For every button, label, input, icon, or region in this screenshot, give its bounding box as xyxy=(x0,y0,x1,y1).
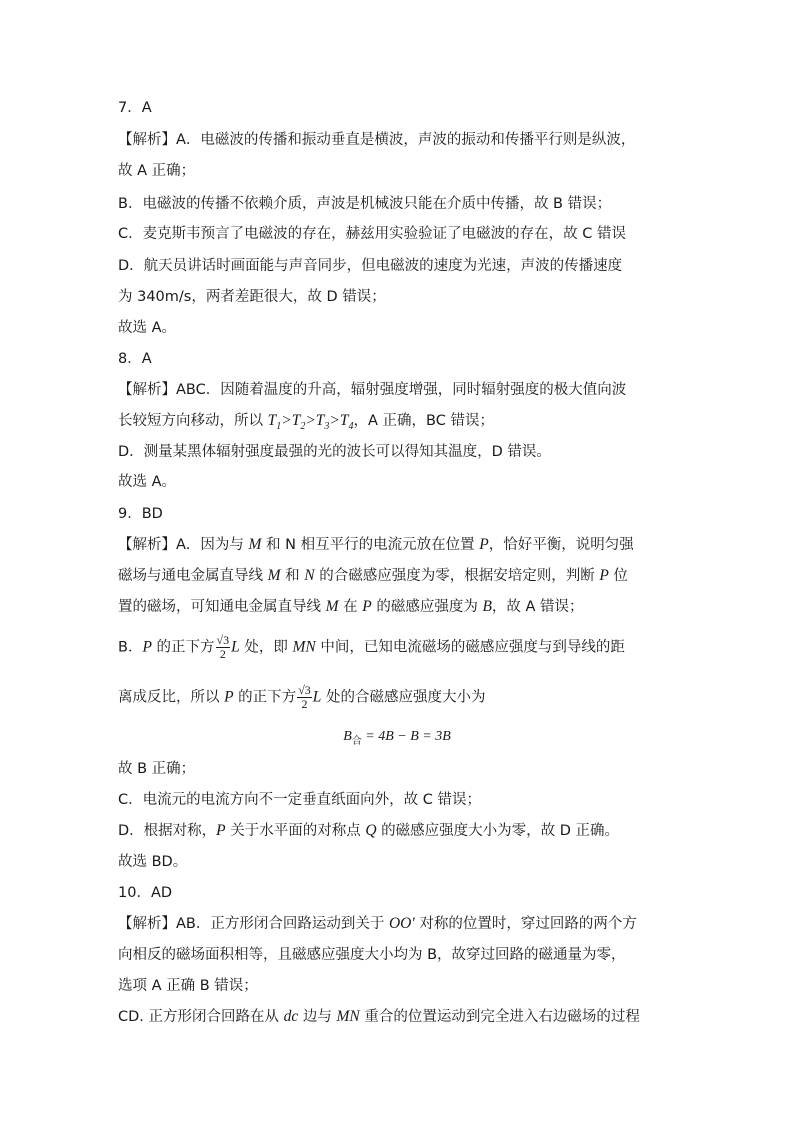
text-fragment: 长较短方向移动，所以 xyxy=(118,413,268,429)
answer-7: 7．A xyxy=(118,100,152,116)
text-fragment: B． xyxy=(118,639,143,656)
math-symbol: P xyxy=(224,688,234,706)
text-line xyxy=(118,597,584,617)
text-fragment: ，故 A 错误； xyxy=(491,599,584,615)
text-fragment: D．根据对称， xyxy=(118,823,217,839)
text-line: 【解析】A．电磁波的传播和振动垂直是横波，声波的振动和传播平行则是纵波， xyxy=(118,132,636,148)
math-symbol: P xyxy=(479,536,489,553)
equation: $B_合 = 4B - B = 3B$ xyxy=(343,729,451,747)
text-fragment: 处，即 xyxy=(239,639,293,656)
text-line: C．麦克斯韦预言了电磁波的存在，赫兹用实验验证了电磁波的存在，故 C 错误 xyxy=(118,226,626,242)
text-fragment: 边与 xyxy=(298,1009,337,1025)
text-line: 选项 A 正确 B 错误； xyxy=(118,978,258,994)
text-fragment: 的磁感应强度大小为零，故 D 正确。 xyxy=(376,823,620,839)
math-symbol: P xyxy=(142,638,152,656)
text-line: 为 340m/s，两者差距很大，故 D 错误； xyxy=(118,289,386,305)
text-fragment: 中间，已知电流磁场的磁感应强度与到导线的距 xyxy=(315,639,625,656)
math-symbol: M xyxy=(267,567,281,584)
text-line xyxy=(118,566,628,586)
text-line: 故 B 正确； xyxy=(118,761,196,777)
text-line xyxy=(118,535,634,555)
text-fragment: 的正下方 xyxy=(233,689,297,706)
equation-b-total xyxy=(0,726,794,752)
text-fragment: 离成反比，所以 xyxy=(118,689,225,706)
answer-8: 8．A xyxy=(118,351,152,367)
text-line xyxy=(118,684,486,711)
text-fragment: 的合磁感应强度为零，根据安培定则，判断 xyxy=(314,568,600,584)
text-line: 【解析】ABC．因随着温度的升高，辐射强度增强，同时辐射强度的极大值向波 xyxy=(118,382,627,398)
math-symbol: P xyxy=(599,567,609,584)
math-symbol: OO′ xyxy=(388,915,415,932)
text-line: C．电流元的电流方向不一定垂直纸面向外，故 C 错误； xyxy=(118,792,481,808)
text-line xyxy=(118,821,619,841)
math-symbol: P xyxy=(216,822,226,839)
text-fragment: 的正下方 xyxy=(151,639,215,656)
answer-9: 9．BD xyxy=(118,506,163,522)
text-line xyxy=(118,914,637,934)
text-fragment: 位 xyxy=(608,568,628,584)
text-fragment: 的磁感应强度为 xyxy=(371,599,483,615)
text-line: 故选 A。 xyxy=(118,474,177,490)
text-line: D．测量某黑体辐射强度最强的光的波长可以得知其温度，D 错误。 xyxy=(118,444,551,460)
math-symbol: L xyxy=(312,688,322,706)
text-line: B．电磁波的传播不依赖介质，声波是机械波只能在介质中传播，故 B 错误； xyxy=(118,196,612,212)
temperature-inequality: $T_1>T_2>T_3>T_4$ xyxy=(267,412,354,433)
text-fragment: ，恰好平衡，说明匀强 xyxy=(488,537,634,553)
math-symbol: MN xyxy=(336,1008,360,1025)
text-fragment: 和 N 相互平行的电流元放在位置 xyxy=(261,537,480,553)
text-line xyxy=(118,411,494,437)
math-symbol: MN xyxy=(292,638,316,656)
text-fragment: 【解析】A．因为与 xyxy=(118,537,249,553)
math-symbol: B xyxy=(482,598,492,615)
text-line: 向相反的磁场面积相等，且磁感应强度大小均为 B，故穿过回路的磁通量为零， xyxy=(118,947,626,963)
math-symbol: Q xyxy=(365,822,377,839)
math-symbol: L xyxy=(231,638,240,656)
answer-10: 10．AD xyxy=(118,885,173,901)
text-fragment: ，A 正确，BC 错误； xyxy=(353,413,494,429)
text-fragment: CD. 正方形闭合回路在从 xyxy=(118,1009,284,1025)
text-fragment: 在 xyxy=(338,599,363,615)
text-fragment: 关于水平面的对称点 xyxy=(225,823,366,839)
text-line xyxy=(118,634,625,661)
text-fragment: 置的磁场，可知通电金属直导线 xyxy=(118,599,326,615)
text-fragment: 对称的位置时，穿过回路的两个方 xyxy=(414,916,637,932)
text-fragment: 【解析】AB．正方形闭合回路运动到关于 xyxy=(118,916,389,932)
math-symbol: M xyxy=(325,598,339,615)
text-fragment: 处的合磁感应强度大小为 xyxy=(321,689,486,706)
text-line: D．航天员讲话时画面能与声音同步，但电磁波的速度为光速，声波的传播速度 xyxy=(118,258,623,274)
text-fragment: 磁场与通电金属直导线 xyxy=(118,568,268,584)
math-symbol: dc xyxy=(283,1008,299,1025)
fraction-sqrt3-over-2: $\frac{√3}{2}$ xyxy=(216,633,230,661)
math-symbol: M xyxy=(248,536,262,553)
fraction-sqrt3-over-2: $\frac{√3}{2}$ xyxy=(298,683,311,711)
text-line: 故 A 正确； xyxy=(118,163,196,179)
math-symbol: P xyxy=(362,598,372,615)
text-line: 故选 BD。 xyxy=(118,854,188,870)
math-symbol: N xyxy=(304,567,315,584)
text-line xyxy=(118,1007,640,1027)
text-line: 故选 A。 xyxy=(118,320,177,336)
text-fragment: 和 xyxy=(280,568,305,584)
text-fragment: 重合的位置运动到完全进入右边磁场的过程 xyxy=(359,1009,640,1025)
